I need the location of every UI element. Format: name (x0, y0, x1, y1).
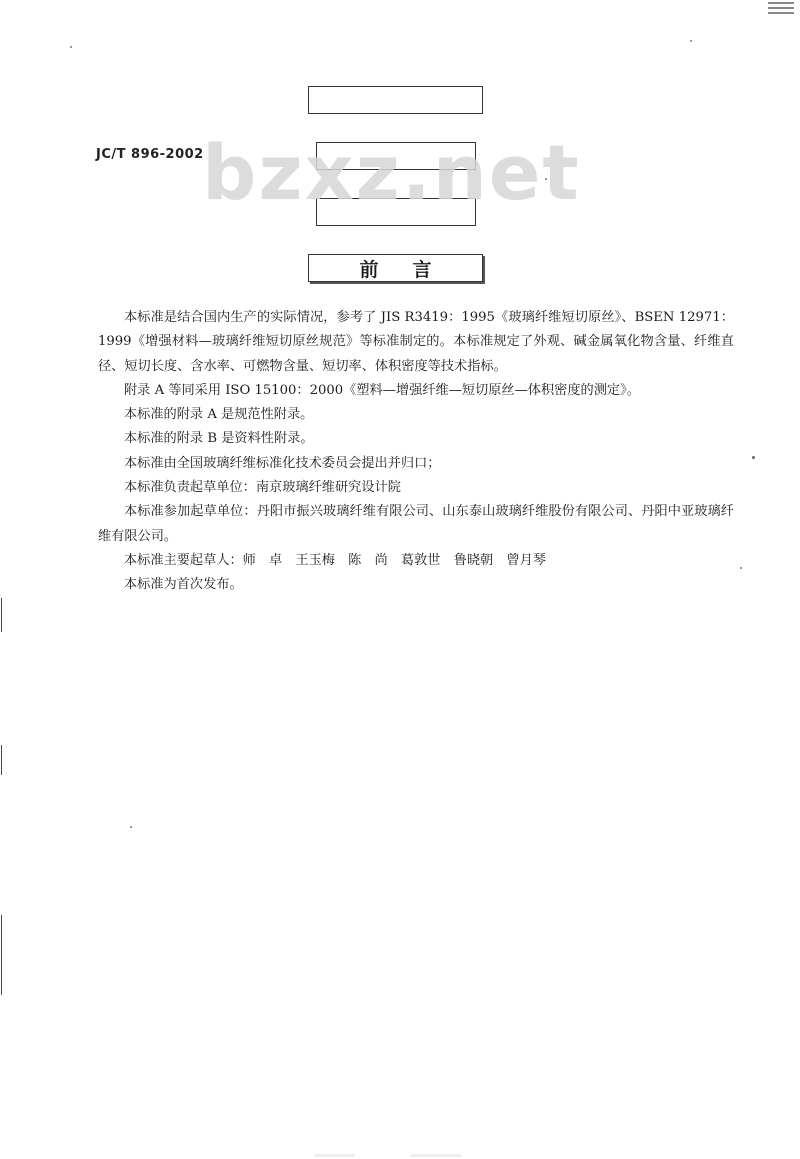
paragraph: 本标准参加起草单位：丹阳市振兴玻璃纤维有限公司、山东泰山玻璃纤维股份有限公司、丹阳中亚玻璃纤维有限公司。 (98, 504, 734, 544)
header-box-top (308, 86, 483, 114)
paragraph: 附录 A 等同采用 ISO 15100：2000《塑料—增强纤维—短切原丝—体积密度的测定》。 (124, 382, 640, 398)
paragraph: 本标准主要起草人：师 卓 王玉梅 陈 尚 葛敦世 鲁晓朝 曾月琴 (124, 552, 546, 568)
section-title: 前言 (359, 258, 466, 281)
scan-speck (690, 40, 692, 42)
page-menu-icon (768, 2, 794, 18)
scan-speck (130, 826, 132, 828)
watermark: bzxz.net (202, 128, 581, 217)
paragraph: 本标准负责起草单位：南京玻璃纤维研究设计院 (124, 480, 401, 496)
paragraph: 本标准由全国玻璃纤维标准化技术委员会提出并归口； (124, 455, 441, 471)
paragraph: 本标准的附录 B 是资料性附录。 (124, 431, 314, 447)
footer-smudge (410, 1154, 462, 1157)
scan-speck (740, 567, 742, 569)
section-title-box (308, 254, 483, 282)
scan-edge-mark (1, 745, 2, 775)
paragraph: 本标准为首次发布。 (124, 577, 243, 593)
paragraph: 本标准是结合国内生产的实际情况，参考了 JIS R3419：1995《玻璃纤维短切原丝》、BSEN 12971：1999《增强材料—玻璃纤维短切原丝规范》等标准制定的。本标准规定了外观、碱金属氧化物含量、纤维直径、短切长度、含水率、可燃物含量、短切率、体积密度等技术指标。 (98, 310, 734, 374)
scan-speck (752, 456, 755, 459)
scan-edge-mark (1, 598, 2, 632)
scan-speck (70, 46, 72, 48)
foreword-content (98, 306, 734, 598)
paragraph: 本标准的附录 A 是规范性附录。 (124, 407, 314, 423)
standard-code: JC/T 896-2002 (96, 147, 204, 162)
footer-smudge (315, 1154, 355, 1157)
scan-edge-mark (1, 915, 2, 995)
